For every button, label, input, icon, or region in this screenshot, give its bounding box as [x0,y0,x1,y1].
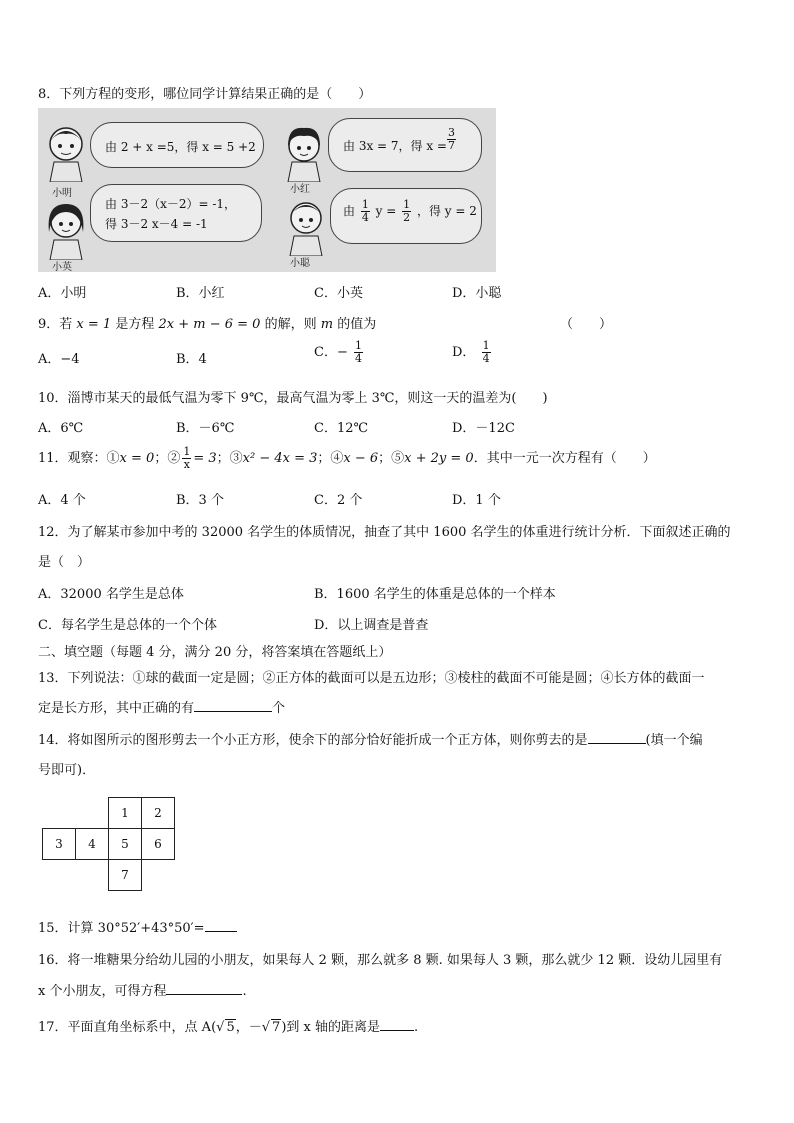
speech-bubble: 由 2 + x =5，得 x = 5 +2 [90,122,264,168]
net-cell: 3 [42,828,76,860]
option-c: C．小英 [314,286,363,301]
option-d: D． $\frac{1}{4}$ [452,339,490,365]
q12-stem-line1: 12．为了解某市参加中考的 32000 名学生的体质情况，抽查了其中 1600 名学生的体重进行统计分析．下面叙述正确的 [38,525,731,540]
option-b: B．4 [176,352,207,367]
net-cell: 1 [108,797,142,829]
q12-stem-line2: 是（ ） [38,555,91,570]
answer-blank[interactable] [588,731,646,744]
kid-name: 小明 [52,188,72,199]
option-a: A．−4 [38,352,80,367]
speech-bubble: 由 3x = 7，得 x = $\frac{3}{7}$ [328,118,482,172]
option-b: B．－6℃ [176,421,235,436]
kid-xiaohong-icon [282,122,326,182]
speech-bubble: 由 $\frac{1}{4}$ y = $\frac{1}{2}$ ，得 y = 2 [330,188,482,244]
kid-name: 小红 [290,184,310,195]
speech-bubble: 由 3－2（x－2）= -1， 得 3－2 x－4 = -1 [90,184,262,242]
q8-stem: 8．下列方程的变形，哪位同学计算结果正确的是（ ） [38,87,372,102]
net-cell: 7 [108,859,142,891]
kid-xiaoying-icon [44,198,88,260]
kid-name: 小英 [52,262,72,272]
kid-xiaoming-icon [44,122,88,182]
q11-stem: 11．观察：①x = 0；② $\frac{1}{x}$ = 3；③x² − 4x = 3；④x − 6；⑤x + 2y = 0．其中一元一次方程有（ ） [38,445,656,471]
section-heading: 二、填空题（每题 4 分，满分 20 分，将答案填在答题纸上） [38,645,392,660]
option-d: D．以上调查是普查 [314,618,429,633]
option-a: A．32000 名学生是总体 [38,587,184,602]
option-a: A．6℃ [38,421,84,436]
option-c: C．12℃ [314,421,369,436]
q9-stem: 9．若 x = 1 是方程 2x + m − 6 = 0 的解，则 m 的值为 [38,317,377,332]
q16-stem-line1: 16．将一堆糖果分给幼儿园的小朋友，如果每人 2 颗，那么就多 8 颗. 如果每人 3 颗，那么就少 12 颗．设幼儿园里有 [38,953,723,968]
option-b: B．1600 名学生的体重是总体的一个样本 [314,587,556,602]
option-d: D．小聪 [452,286,502,301]
answer-blank[interactable] [380,1018,414,1031]
sqrt-icon: √ [261,1020,271,1035]
option-c: C．每名学生是总体的一个个体 [38,618,217,633]
option-d: D．1 个 [452,493,501,508]
q8-picture [38,108,496,272]
net-cell: 6 [141,828,175,860]
answer-blank[interactable] [194,699,272,712]
option-b: B．3 个 [176,493,224,508]
kid-xiaocong-icon [284,194,328,256]
net-cell: 4 [75,828,109,860]
net-cell: 2 [141,797,175,829]
net-cell: 5 [108,828,142,860]
option-c: C．2 个 [314,493,363,508]
option-c: C．− $\frac{1}{4}$ [314,339,362,365]
option-a: A．4 个 [38,493,86,508]
q13-stem-line2: 定是长方形，其中正确的有 个 [38,701,286,716]
sqrt-icon: √ [216,1020,225,1035]
option-b: B．小红 [176,286,225,301]
q14-stem-line1: 14．将如图所示的图形剪去一个小正方形，使余下的部分恰好能折成一个正方体，则你剪去的是 (填一个编 [38,733,703,748]
kid-name: 小聪 [290,258,310,269]
answer-blank[interactable] [205,919,237,932]
answer-paren: （ ） [560,317,613,332]
q15-stem: 15．计算 30°52′+43°50′= [38,917,237,936]
q16-stem-line2: x 个小朋友，可得方程 . [38,984,247,999]
q17-stem: 17．平面直角坐标系中，点 A(√ 5，－√ 7)到 x 轴的距离是 . [38,1020,419,1035]
option-d: D．－12C [452,421,515,436]
q14-stem-line2: 号即可)． [38,763,96,778]
option-a: A．小明 [38,286,87,301]
q10-stem: 10．淄博市某天的最低气温为零下 9℃，最高气温为零上 3℃，则这一天的温差为( ) [38,391,548,406]
q13-stem-line1: 13．下列说法：①球的截面一定是圆；②正方体的截面可以是五边形；③棱柱的截面不可能是圆；④长方体的截面一 [38,671,705,686]
answer-blank[interactable] [166,982,242,995]
